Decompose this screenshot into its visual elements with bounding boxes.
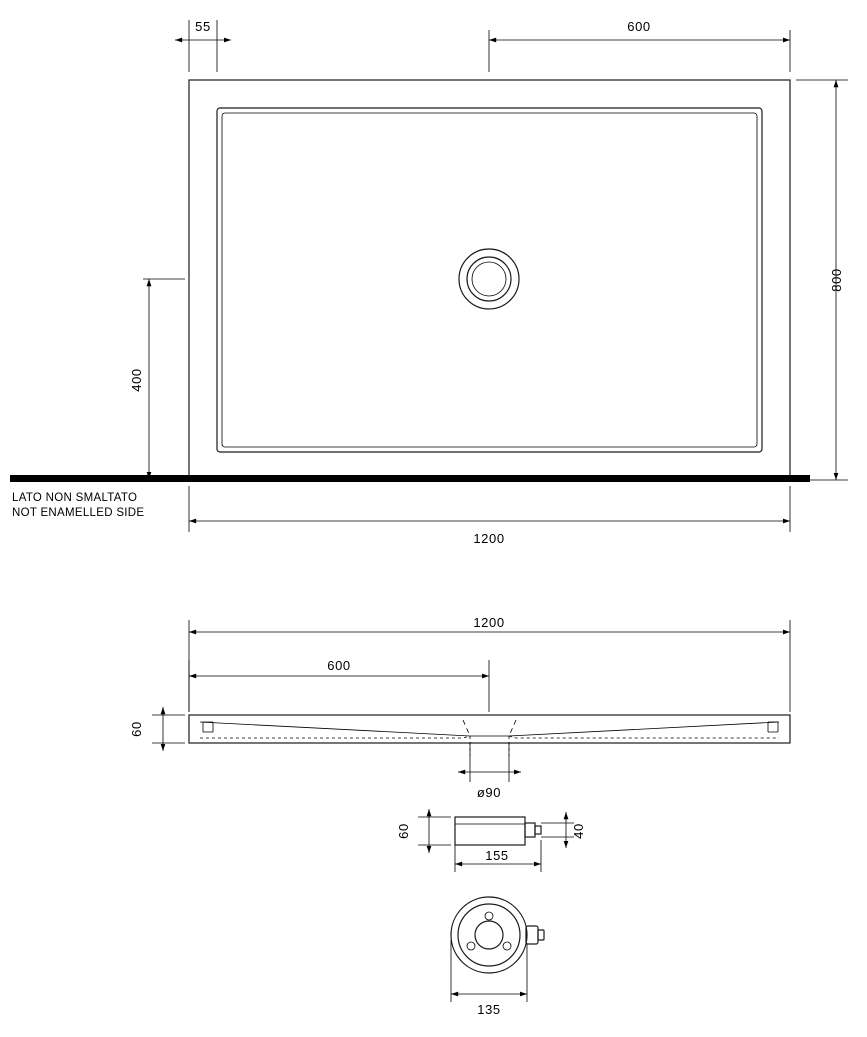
note-line-2: NOT ENAMELLED SIDE	[12, 507, 145, 519]
dim-trap-outlet-40	[541, 812, 574, 848]
trap-top-geometry	[451, 897, 544, 973]
label-trap-diameter-135: 135	[477, 1002, 501, 1017]
label-trap-outlet-40: 40	[571, 823, 586, 839]
dim-thickness-60	[152, 707, 185, 751]
label-edge-width-55: 55	[195, 19, 211, 34]
dim-drain-600-side	[189, 660, 489, 712]
note-line-1: LATO NON SMALTATO	[12, 492, 138, 504]
trap-side-geometry	[455, 817, 541, 845]
dim-drain-diameter-90	[458, 743, 521, 782]
dim-trap-height-60	[418, 809, 451, 853]
dim-width-1200-side	[189, 620, 790, 712]
dim-edge-width-55	[175, 20, 231, 72]
label-width-1200-top: 1200	[473, 531, 505, 546]
label-drain-600-top: 600	[627, 19, 651, 34]
label-height-800: 800	[829, 268, 844, 292]
top-view-geometry	[10, 80, 810, 482]
dim-height-800	[796, 80, 848, 480]
label-width-1200-side: 1200	[473, 615, 505, 630]
label-drain-400: 400	[129, 368, 144, 392]
dim-width-1200-top	[189, 486, 790, 532]
label-drain-600-side: 600	[327, 658, 351, 673]
dim-drain-600	[489, 30, 790, 72]
label-thickness-60: 60	[129, 721, 144, 737]
label-trap-length-155: 155	[485, 848, 509, 863]
side-view-geometry	[189, 715, 790, 756]
label-trap-height-60: 60	[396, 823, 411, 839]
label-drain-diameter-90: ø90	[476, 785, 502, 800]
dim-drain-400	[143, 279, 185, 479]
